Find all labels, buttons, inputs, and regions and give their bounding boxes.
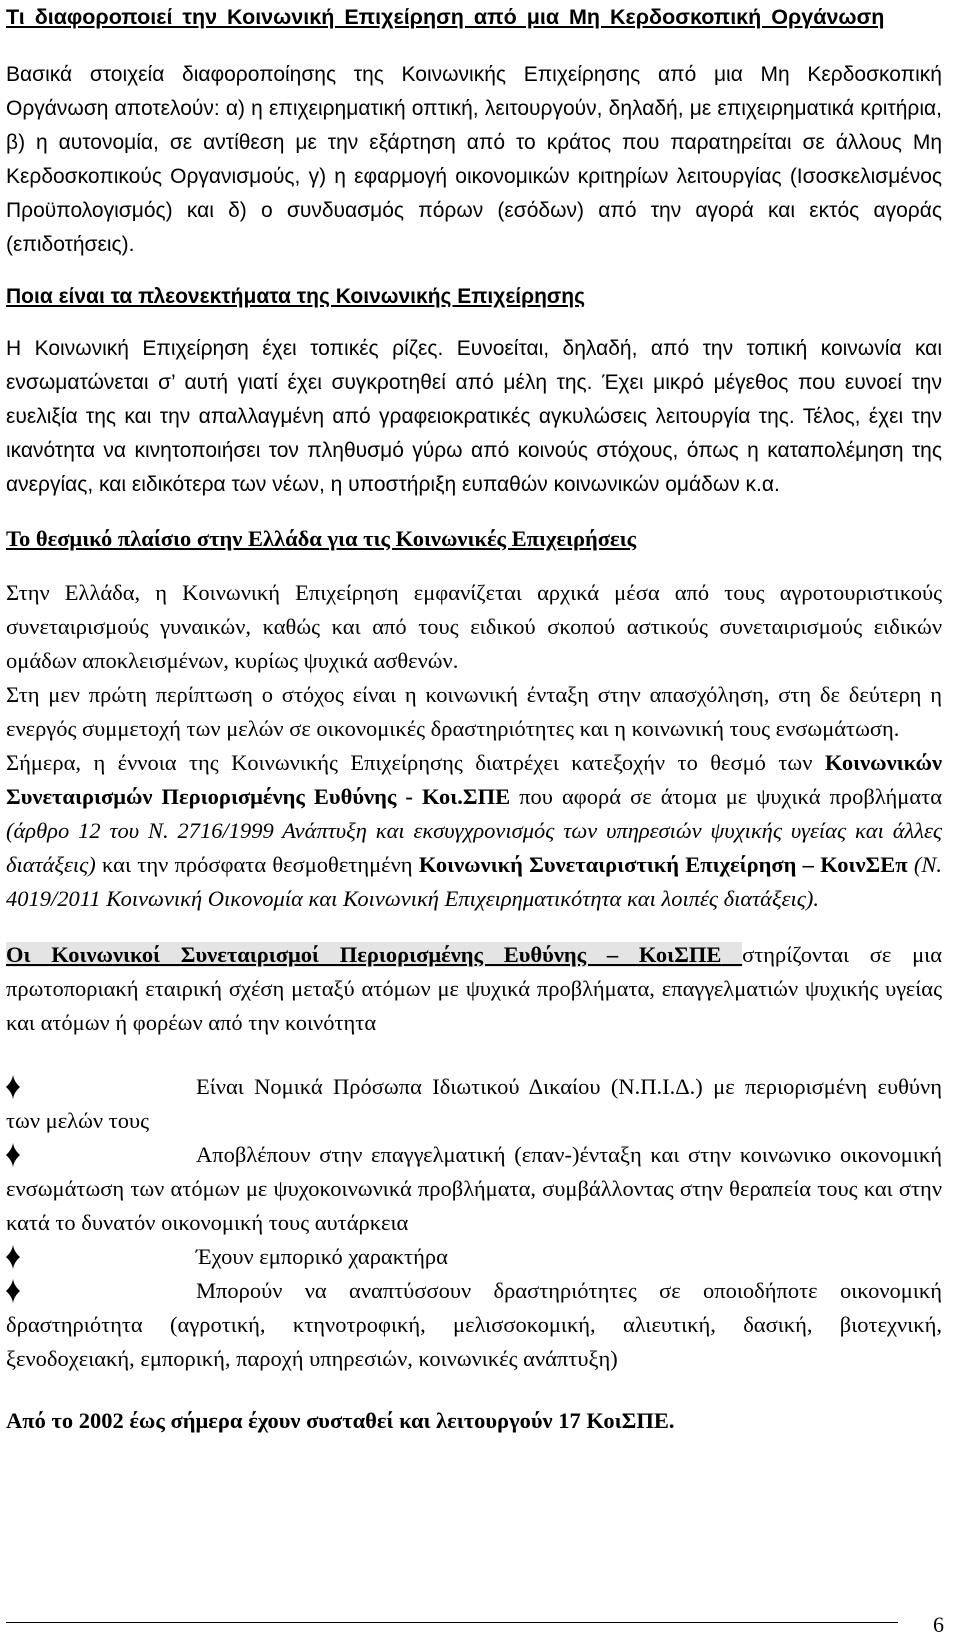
p3-text-e: και την πρόσφατα θεσμοθετημένη: [95, 852, 419, 877]
advantages-heading: Ποια είναι τα πλεονεκτήματα της Κοινωνικής Επιχείρησης: [6, 285, 586, 308]
koispe-heading-space: [721, 942, 742, 967]
bullet-text: Μπορούν να αναπτύσσουν δραστηριότητες σε οποιοδήποτε οικονομική δραστηριότητα (αγροτική, κτηνοτροφική, μελισσοκομική, αλιευτική, δασική, βιοτεχνική, ξενοδοχειακή, εμπορική, παροχή υπηρεσιών, κοινωνικές ανάπτυξη): [6, 1278, 942, 1371]
p3-text-c: που αφορά σε άτομα με ψυχικά προβλήματα: [510, 784, 942, 809]
bullet-text: Αποβλέπουν στην επαγγελματική (επαν-)ένταξη και στην κοινωνικο οικονομική ενσωμάτωση των ατόμων με ψυχοκοινωνικά προβλήματα, συμβάλλοντας στην θεραπεία τους και στην κατά το δυνατόν οικονομική τους αυτάρκεια: [6, 1142, 942, 1235]
koispe-heading: Οι Κοινωνικοί Συνεταιρισμοί Περιορισμένης Ευθύνης – ΚοιΣΠΕ: [6, 942, 722, 967]
law-4019-reference: (Ν. 4019/2011 Κοινωνική Οικονομία και Κοινωνική Επιχειρηματικότητα και λοιπές διατάξεις).: [6, 852, 943, 911]
framework-heading: Το θεσμικό πλαίσιο στην Ελλάδα για τις Κοινωνικές Επιχειρήσεις: [6, 526, 637, 551]
koispe-heading-highlight: [6, 942, 742, 967]
intro-paragraph: Βασικά στοιχεία διαφοροποίησης της Κοινωνικής Επιχείρησης από μια Μη Κερδοσκοπική Οργάνωση αποτελούν: α) η επιχειρηματική οπτική, λειτουργούν, δηλαδή, με επιχειρηματικά κριτήρια, β) η αυτονομία, σε αντίθεση με την εξάρτηση από το κράτος που παρατηρείται σε άλλους Μη Κερδοσκοπικούς Οργανισμούς, γ) η εφαρμογή οικονομικών κριτηρίων λειτουργίας (Ισοσκελισμένος Προϋπολογισμός) και δ) ο συνδυασμός πόρων (εσόδων) από την αγορά και εκτός αγοράς (επιδοτήσεις).: [6, 63, 942, 256]
list-item: [6, 1070, 942, 1138]
document-title: Τι διαφοροποιεί την Κοινωνική Επιχείρηση από μια Μη Κερδοσκοπική Οργάνωση: [6, 5, 885, 29]
koispe-bullet-list: [6, 1070, 942, 1376]
document-page: [6, 0, 942, 1461]
koispe-paragraph: [6, 938, 942, 1040]
list-item: [6, 1138, 942, 1240]
framework-paragraph-2: Στη μεν πρώτη περίπτωση ο στόχος είναι η κοινωνική ένταξη στην απασχόληση, στη δε δεύτερη η ενεργός συμμετοχή των μελών σε οικονομικές δραστηριότητες και η κοινωνική τους ενσωμάτωση.: [6, 682, 942, 741]
koinsep-term: Κοινωνική Συνεταιριστική Επιχείρηση – ΚοινΣΕπ: [418, 852, 908, 877]
page-number: 6: [933, 1612, 944, 1637]
bullet-diamond-icon: [6, 1075, 20, 1099]
closing-statement: Από το 2002 έως σήμερα έχουν συσταθεί και λειτουργούν 17 ΚοιΣΠΕ.: [6, 1408, 675, 1433]
list-item: [6, 1274, 942, 1376]
p3-text-a: Σήμερα, η έννοια της Κοινωνικής Επιχείρησης διατρέχει κατεξοχήν το θεσμό των: [6, 750, 825, 775]
list-item: [6, 1240, 942, 1274]
koispe-term: Κοινωνικών Συνεταιρισμών Περιορισμένης Ευθύνης - Κοι.ΣΠΕ: [6, 750, 942, 809]
bullet-diamond-icon: [6, 1245, 20, 1269]
koispe-text: στηρίζονται σε μια πρωτοποριακή εταιρική σχέση μεταξύ ατόμων με ψυχικά προβλήματα, επαγγελματιών ψυχικής υγείας και ατόμων ή φορέων από την κοινότητα: [6, 942, 942, 1035]
bullet-diamond-icon: [6, 1279, 20, 1303]
framework-paragraph-1: Στην Ελλάδα, η Κοινωνική Επιχείρηση εμφανίζεται αρχικά μέσα από τους αγροτουριστικούς συνεταιρισμούς γυναικών, καθώς και από τους ειδικού σκοπού αστικούς συνεταιρισμούς ειδικών ομάδων αποκλεισμένων, κυρίως ψυχικά ασθενών.: [6, 580, 942, 673]
footer-divider: [6, 1622, 898, 1623]
bullet-diamond-icon: [6, 1143, 20, 1167]
law-2716-reference: (άρθρο 12 του Ν. 2716/1999 Ανάπτυξη και εκσυγχρονισμός των υπηρεσιών ψυχικής υγείας και άλλες διατάξεις): [6, 818, 942, 877]
bullet-text: Είναι Νομικά Πρόσωπα Ιδιωτικού Δικαίου (Ν.Π.Ι.Δ.) με περιορισμένη ευθύνη των μελών τους: [6, 1074, 942, 1133]
advantages-paragraph: Η Κοινωνική Επιχείρηση έχει τοπικές ρίζες. Ευνοείται, δηλαδή, από την τοπική κοινωνία και ενσωματώνεται σ’ αυτή γιατί έχει συγκροτηθεί από μέλη της. Έχει μικρό μέγεθος που ευνοεί την ευελιξία της και την απαλλαγμένη από γραφειοκρατικές αγκυλώσεις λειτουργία της. Τέλος, έχει την ικανότητα να κινητοποιήσει τον πληθυσμό γύρω από κοινούς στόχους, όπως η καταπολέμηση της ανεργίας, και ειδικότερα των νέων, η υποστήριξη ευπαθών κοινωνικών ομάδων κ.α.: [6, 337, 942, 496]
bullet-text: Έχουν εμπορικό χαρακτήρα: [196, 1244, 448, 1269]
framework-paragraph-3: [6, 746, 942, 916]
